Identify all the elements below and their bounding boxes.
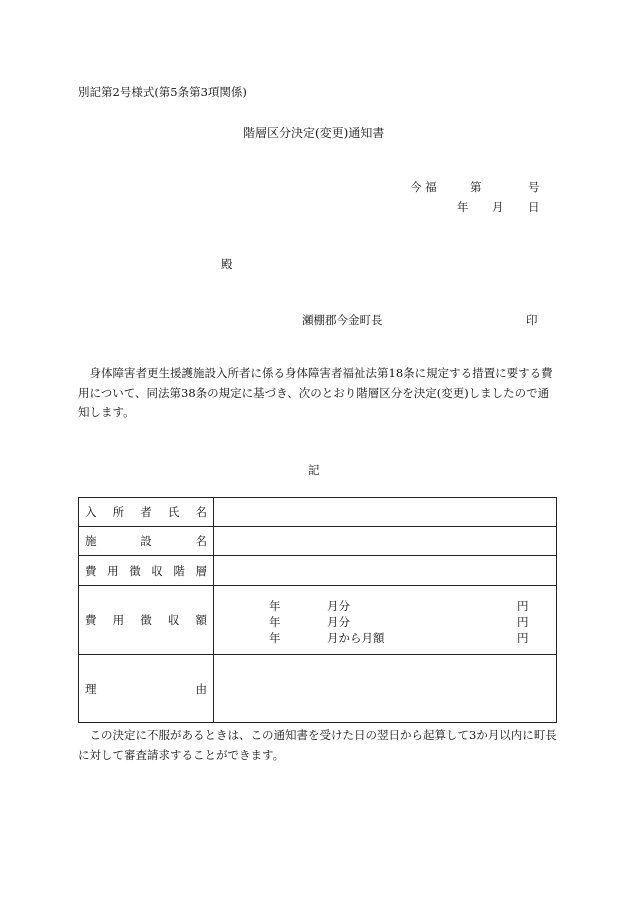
amount-yen: 円 (517, 615, 529, 629)
facility-name-value (214, 527, 557, 556)
fee-tier-value (214, 556, 557, 586)
label-text (85, 504, 207, 520)
table-row (79, 586, 557, 655)
amount-year: 年 (269, 615, 281, 629)
label-char: 徴 (129, 563, 141, 578)
label-text (85, 563, 207, 579)
label-char: 用 (107, 563, 119, 578)
document-title: 階層区分決定(変更)通知書 (243, 126, 385, 140)
label-char: 施 (85, 534, 97, 548)
amount-year: 年 (269, 599, 281, 613)
ki-heading: 記 (308, 463, 320, 477)
row-label-reason (79, 655, 214, 723)
amount-yen: 円 (517, 631, 529, 645)
resident-name-value (214, 498, 557, 527)
label-char: 用 (112, 613, 125, 627)
label-char: 層 (195, 563, 207, 578)
row-label-facility-name (79, 527, 214, 556)
amount-line (214, 598, 556, 614)
addressee-honorific: 殿 (221, 257, 233, 271)
date-year: 年 (457, 200, 469, 214)
amount-year: 年 (269, 631, 281, 645)
label-char: 階 (173, 563, 185, 578)
row-label-fee-amount (79, 586, 214, 655)
table-row (79, 556, 557, 586)
table-row (79, 527, 557, 556)
label-char: 額 (195, 613, 207, 627)
date-day: 日 (528, 200, 540, 214)
label-char: 由 (195, 681, 207, 696)
label-char: 氏 (167, 505, 180, 519)
label-text (85, 681, 207, 697)
date-month: 月 (492, 200, 504, 214)
doc-number-prefix: 今 福 (410, 180, 437, 194)
label-char: 収 (151, 563, 163, 578)
label-char: 徴 (140, 613, 152, 627)
label-char: 費 (85, 613, 97, 627)
amount-yen: 円 (517, 599, 529, 613)
label-char: 名 (195, 505, 207, 519)
amount-line (214, 614, 556, 630)
label-text (85, 533, 207, 549)
label-char: 設 (140, 534, 152, 548)
sender-name: 瀬棚郡今金町長 (302, 313, 383, 327)
row-label-fee-tier (79, 556, 214, 586)
form-reference: 別記第2号様式(第5条第3項関係) (78, 85, 247, 99)
doc-number-dai: 第 (470, 180, 482, 194)
fee-amount-value (214, 586, 557, 655)
amount-month: 月分 (327, 599, 350, 613)
label-char: 入 (85, 505, 97, 519)
doc-number-go: 号 (528, 180, 540, 194)
label-char: 者 (140, 505, 152, 519)
label-char: 所 (112, 505, 125, 519)
table-row (79, 498, 557, 527)
amount-month: 月分 (327, 615, 350, 629)
row-label-resident-name (79, 498, 214, 527)
seal-mark: 印 (526, 313, 538, 327)
table-row (79, 655, 557, 723)
label-char: 費 (85, 563, 97, 578)
amount-line (214, 630, 556, 646)
reason-value (214, 655, 557, 723)
label-char: 収 (167, 613, 180, 627)
information-table (78, 497, 557, 723)
body-paragraph: 身体障害者更生援護施設入所者に係る身体障害者福祉法第18条に規定する措置に要する費用について、同法第38条の規定に基づき、次のとおり階層区分を決定(変更)しましたので通知します。 (78, 366, 553, 419)
appeal-notice: この決定に不服があるときは、この通知書を受けた日の翌日から起算して3か月以内に町長に対して審査請求することができます。 (78, 728, 557, 762)
label-text (85, 612, 207, 628)
label-char: 名 (195, 534, 207, 548)
amount-month: 月から月額 (327, 631, 385, 645)
label-char: 理 (85, 681, 97, 696)
